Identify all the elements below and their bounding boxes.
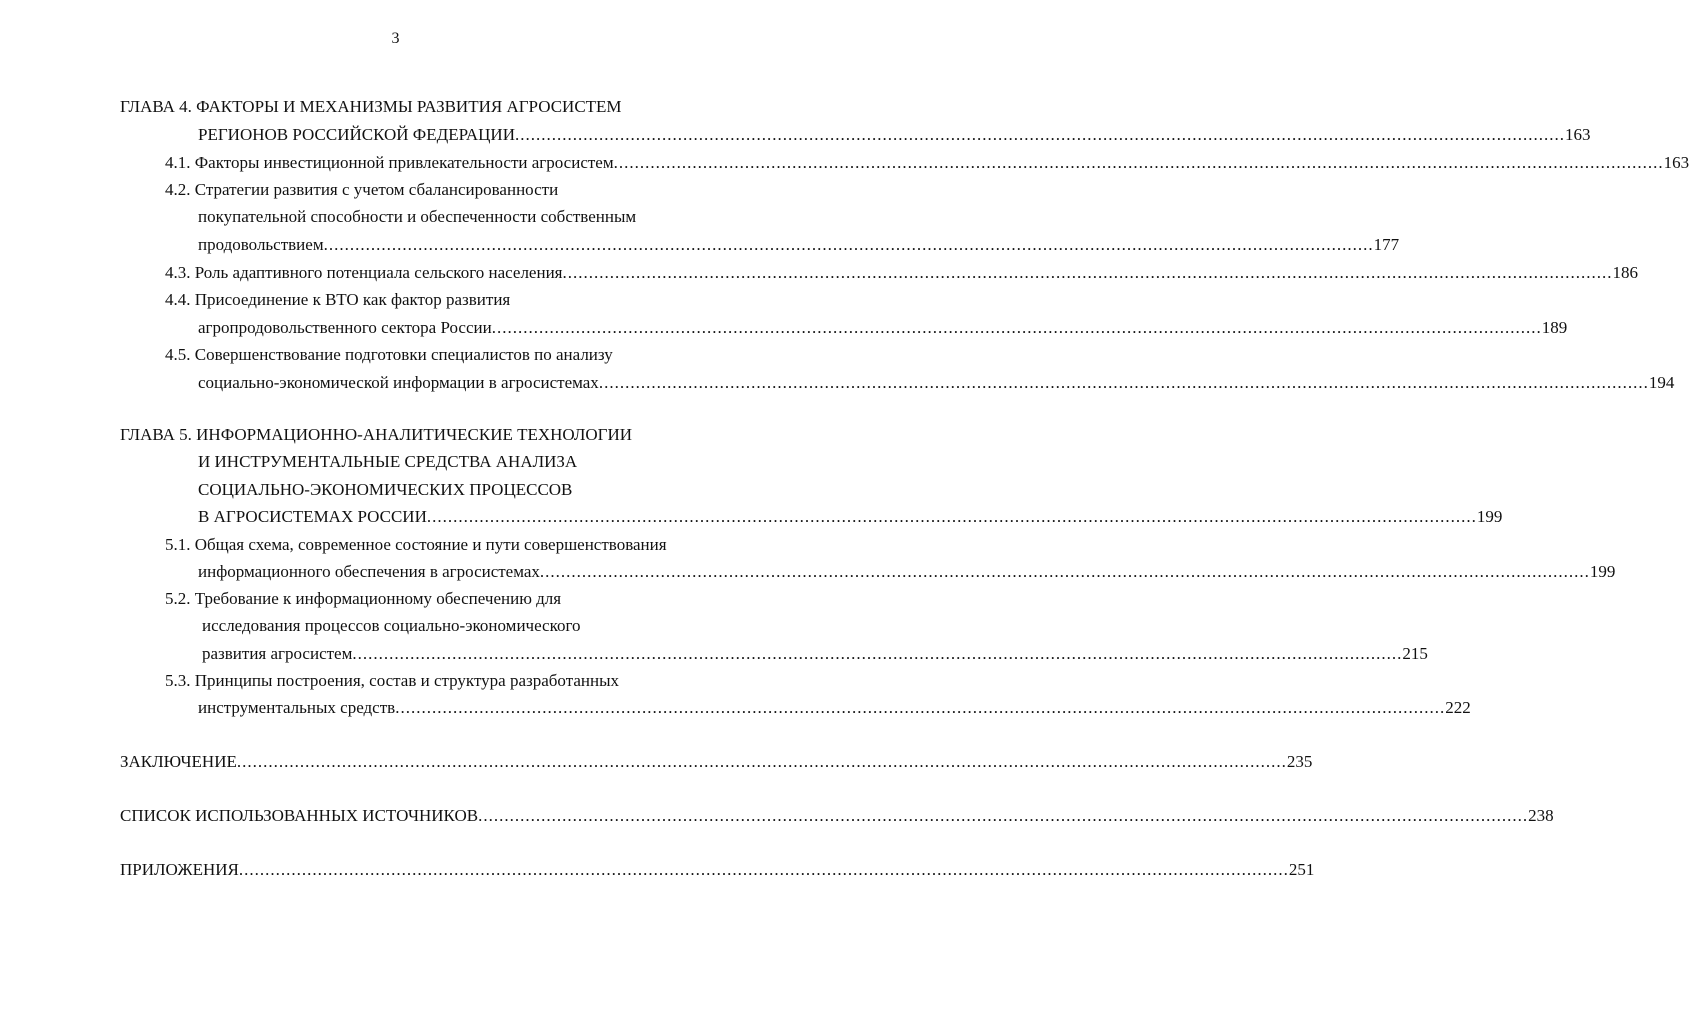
chapter-5-title-line2: И ИНСТРУМЕНТАЛЬНЫЕ СРЕДСТВА АНАЛИЗА xyxy=(198,452,578,471)
section-4-2-page: 177 xyxy=(1373,235,1400,254)
appendices-page: 251 xyxy=(1288,860,1315,879)
section-4-5-title-line2: социально-экономической информации в агросистемах xyxy=(198,373,599,392)
toc-entry-5-3 xyxy=(198,698,1471,718)
section-5-1-title-line2: информационного обеспечения в агросистемах xyxy=(198,562,540,581)
chapter-5-title-line4: В АГРОСИСТЕМАХ РОССИИ xyxy=(198,507,427,526)
section-5-1-title-line1: 5.1. Общая схема, современное состояние и пути совершенствования xyxy=(165,535,667,554)
chapter-4-page: 163 xyxy=(1564,125,1591,144)
section-4-3-title: 4.3. Роль адаптивного потенциала сельского населения xyxy=(165,263,563,282)
section-4-2-title-line3: продовольствием xyxy=(198,235,324,254)
toc-entry-5-1 xyxy=(198,562,1616,582)
chapter-4-entry xyxy=(198,125,1591,145)
chapter-5-entry xyxy=(198,507,1503,527)
leader-dots: ........................................................................................................................................................................................................ xyxy=(426,507,1477,526)
page-number: 3 xyxy=(391,30,400,47)
leader-dots: ........................................................................................................................................................................................................ xyxy=(323,235,1374,254)
section-4-4-page: 189 xyxy=(1541,318,1568,337)
conclusion-title: ЗАКЛЮЧЕНИЕ xyxy=(120,752,237,771)
toc-entry-5-2 xyxy=(202,644,1428,664)
section-5-3-page: 222 xyxy=(1445,698,1471,717)
section-4-1-title: 4.1. Факторы инвестиционной привлекательности агросистем xyxy=(165,153,614,172)
section-5-2-title-line1: 5.2. Требование к информационному обеспечению для xyxy=(165,589,562,608)
chapter-5-page: 199 xyxy=(1476,507,1503,526)
conclusion-page: 235 xyxy=(1286,752,1313,771)
toc-entry-4-1 xyxy=(165,153,1689,173)
section-4-4-title-line1: 4.4. Присоединение к ВТО как фактор развития xyxy=(165,290,511,309)
leader-dots: ........................................................................................................................................................................................................ xyxy=(491,318,1542,337)
section-4-1-page: 163 xyxy=(1663,153,1689,172)
section-4-5-page: 194 xyxy=(1648,373,1675,392)
chapter-5-title-line3: СОЦИАЛЬНО-ЭКОНОМИЧЕСКИХ ПРОЦЕССОВ xyxy=(198,480,573,499)
toc-entry-4-5 xyxy=(198,373,1675,393)
section-4-5-title-line1: 4.5. Совершенствование подготовки специалистов по анализу xyxy=(165,345,613,364)
section-4-3-page: 186 xyxy=(1612,263,1638,282)
chapter-4-title-line1: ГЛАВА 4. ФАКТОРЫ И МЕХАНИЗМЫ РАЗВИТИЯ АГРОСИСТЕМ xyxy=(120,97,622,116)
section-5-3-title-line2: инструментальных средств xyxy=(198,698,396,717)
toc-entry-4-4 xyxy=(198,318,1568,338)
leader-dots: ........................................................................................................................................................................................................ xyxy=(514,125,1565,144)
toc-entry-4-2 xyxy=(198,235,1400,255)
leader-dots: ........................................................................................................................................................................................................ xyxy=(539,562,1590,581)
toc-entry-references xyxy=(120,806,1554,826)
leader-dots: ........................................................................................................................................................................................................ xyxy=(562,263,1613,282)
toc-entry-appendices xyxy=(120,860,1315,880)
leader-dots: ........................................................................................................................................................................................................ xyxy=(236,752,1287,771)
appendices-title: ПРИЛОЖЕНИЯ xyxy=(120,860,239,879)
leader-dots: ........................................................................................................................................................................................................ xyxy=(613,153,1664,172)
references-title: СПИСОК ИСПОЛЬЗОВАННЫХ ИСТОЧНИКОВ xyxy=(120,806,479,825)
section-5-1-page: 199 xyxy=(1589,562,1616,581)
leader-dots: ........................................................................................................................................................................................................ xyxy=(598,373,1649,392)
toc-entry-conclusion xyxy=(120,752,1313,772)
section-5-2-title-line2: исследования процессов социально-экономического xyxy=(202,616,581,635)
section-5-2-page: 215 xyxy=(1402,644,1428,663)
toc-entry-4-3 xyxy=(165,263,1638,283)
leader-dots: ........................................................................................................................................................................................................ xyxy=(478,806,1529,825)
leader-dots: ........................................................................................................................................................................................................ xyxy=(238,860,1289,879)
section-4-2-title-line1: 4.2. Стратегии развития с учетом сбалансированности xyxy=(165,180,559,199)
section-5-3-title-line1: 5.3. Принципы построения, состав и структура разработанных xyxy=(165,671,620,690)
references-page: 238 xyxy=(1528,806,1554,825)
section-5-2-title-line3: развития агросистем xyxy=(202,644,353,663)
leader-dots: ........................................................................................................................................................................................................ xyxy=(395,698,1446,717)
section-4-2-title-line2: покупательной способности и обеспеченности собственным xyxy=(198,207,637,226)
chapter-5-title-line1: ГЛАВА 5. ИНФОРМАЦИОННО-АНАЛИТИЧЕСКИЕ ТЕХНОЛОГИИ xyxy=(120,425,633,444)
leader-dots: ........................................................................................................................................................................................................ xyxy=(352,644,1403,663)
chapter-4-title-line2: РЕГИОНОВ РОССИЙСКОЙ ФЕДЕРАЦИИ xyxy=(198,125,515,144)
section-4-4-title-line2: агропродовольственного сектора России xyxy=(198,318,492,337)
